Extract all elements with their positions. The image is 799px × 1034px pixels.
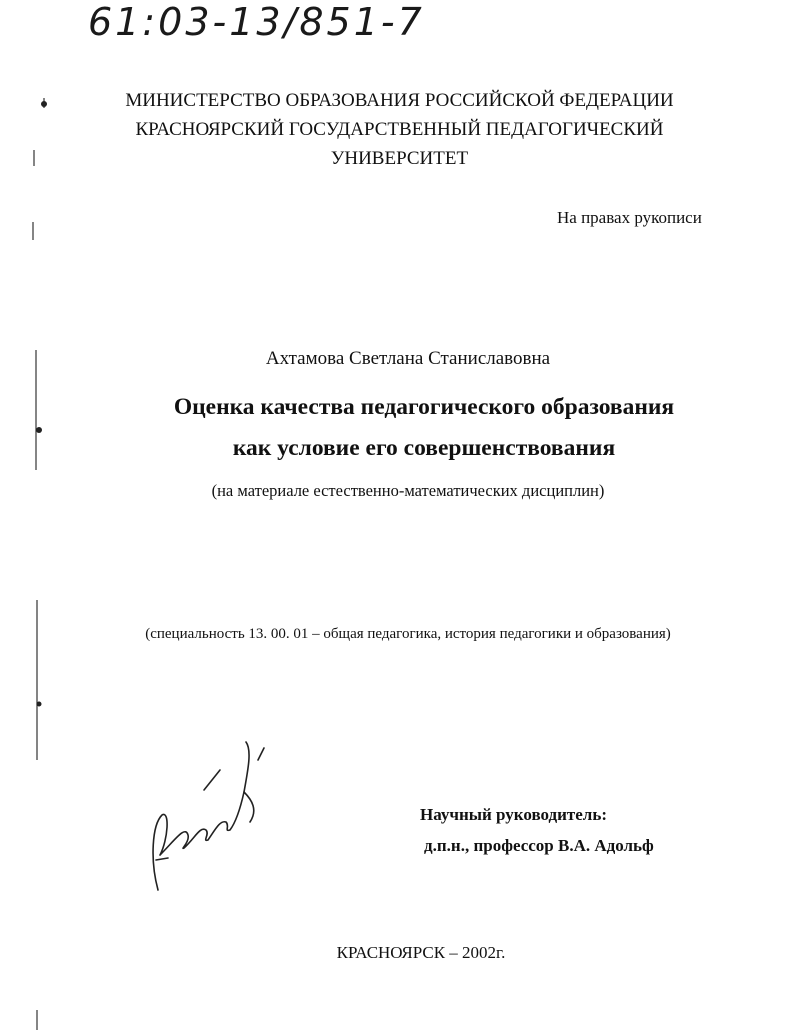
advisor-name: д.п.н., профессор В.А. Адольф [424, 836, 654, 855]
thesis-subtitle: (на материале естественно-математических дисциплин) [211, 481, 605, 500]
advisor-label: Научный руководитель: [420, 805, 607, 824]
specialty: (специальность 13. 00. 01 – общая педагогика, история педагогики и образования) [145, 626, 671, 642]
author-name: Ахтамова Светлана Станиславовна [265, 348, 551, 369]
handwritten-signature [140, 730, 280, 900]
thesis-title-line-2: как условие его совершенствования [232, 435, 616, 461]
rights-note: На правах рукописи [557, 208, 702, 227]
ministry-line-2: КРАСНОЯРСКИЙ ГОСУДАРСТВЕННЫЙ ПЕДАГОГИЧЕСКИЙ [135, 119, 664, 140]
ministry-line-3: УНИВЕРСИТЕТ [330, 148, 469, 169]
scan-margin-marks [0, 0, 60, 1034]
thesis-title-line-1: Оценка качества педагогического образования [173, 394, 675, 420]
city-year: КРАСНОЯРСК – 2002г. [336, 943, 506, 962]
ministry-line-1: МИНИСТЕРСТВО ОБРАЗОВАНИЯ РОССИЙСКОЙ ФЕДЕРАЦИИ [125, 90, 674, 111]
catalog-number: 61:03-13/851-7 [88, 0, 425, 44]
